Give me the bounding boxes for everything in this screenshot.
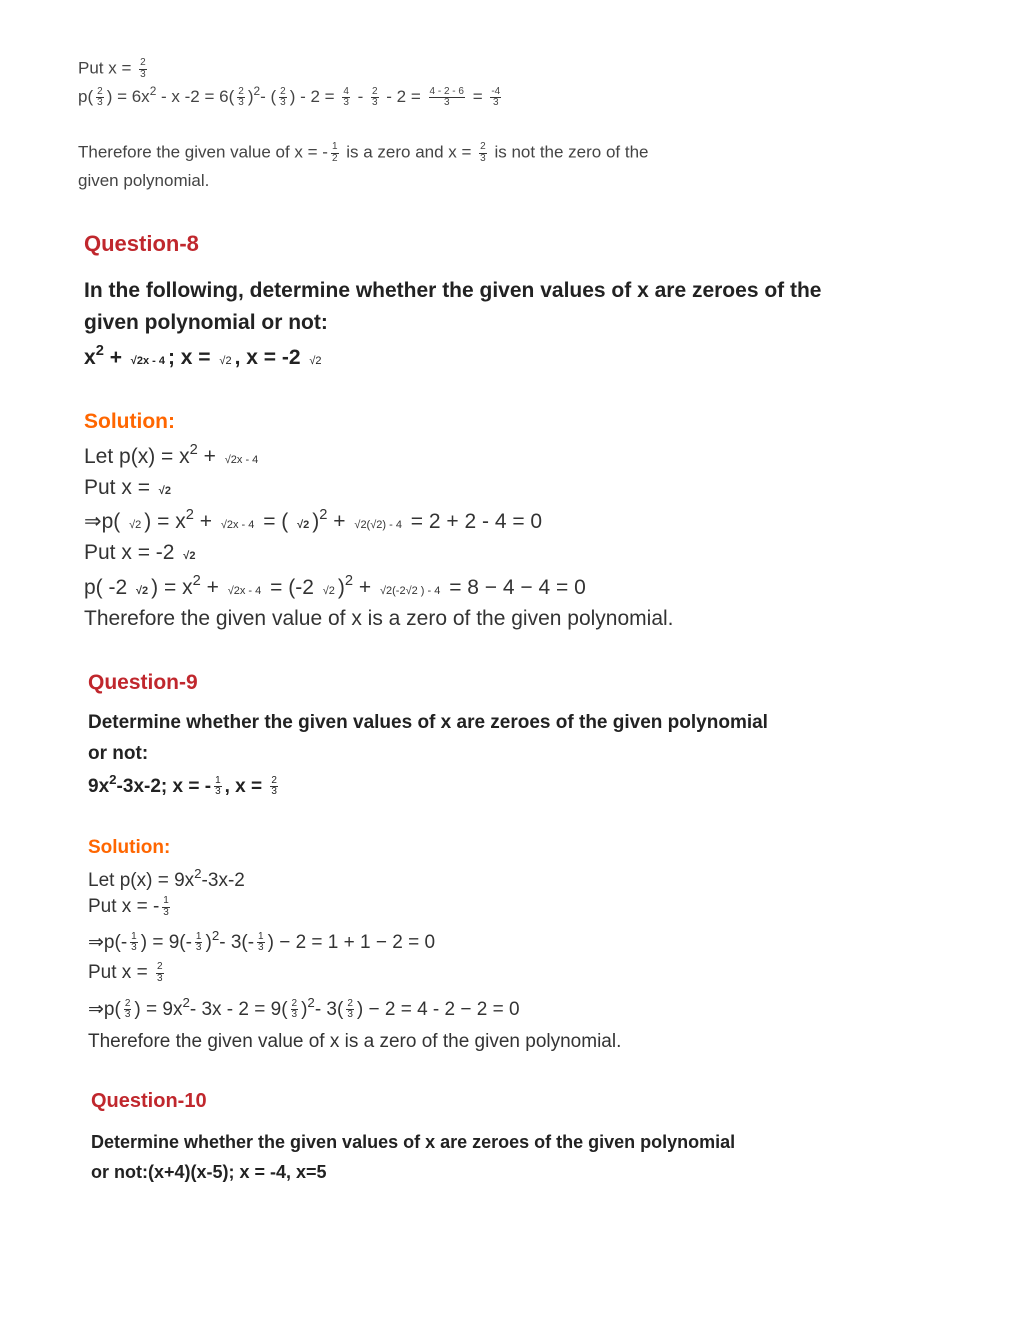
superscript: 2 [211,928,220,943]
text-run: ) = 9x [134,998,183,1020]
math-expression: √2 [309,354,322,367]
denominator: 3 [131,942,137,954]
numerator: 2 [347,997,353,1009]
denominator: 3 [291,1009,298,1021]
denominator: 3 [343,97,349,109]
text-run: = (-2 [264,575,320,599]
text-run: - 3x - 2 = 9( [189,998,288,1020]
text-run: p( [78,87,94,107]
math-expression: √2x - 4 [227,584,262,597]
solution-line [88,1032,621,1051]
text-run: + [197,444,222,468]
text-run: 9x [88,775,110,797]
numerator: 2 [238,85,244,97]
question-heading [91,1091,207,1111]
body-text [78,86,504,109]
denominator: 3 [271,786,277,798]
superscript: 2 [185,507,194,523]
solution-line [88,962,167,984]
text-run: = 2 + 2 - 4 = 0 [404,509,543,533]
denominator: 3 [280,97,286,109]
math-expression: √2 [183,550,196,562]
text-run: is not the zero of the [489,142,649,162]
text-run: ) [337,575,345,599]
text-run: - ( [260,87,277,107]
denominator: 3 [195,942,202,954]
denominator: 3 [258,942,264,954]
superscript: 2 [149,84,157,98]
superscript: 2 [194,866,202,881]
question-heading [88,672,198,693]
math-expression: √2 [136,584,149,597]
question-text [91,1133,735,1151]
text-run: ) = x [144,509,186,533]
math-expression: √2 [219,354,232,367]
denominator: 3 [480,152,486,164]
solution-line [88,896,173,918]
solution-line [88,996,520,1021]
text-run: ) [247,87,254,107]
text-run: ) − 2 = 4 - 2 − 2 = 0 [356,998,520,1020]
text-run: ) [205,931,212,953]
numerator: 2 [291,997,298,1009]
numerator: 2 [97,85,103,97]
text-run: or not:(x+4)(x-5); x = -4, x=5 [91,1162,327,1182]
text-run: ⇒p( [84,509,127,533]
text-run: = [467,87,488,107]
text-run: ) = 9(- [140,931,192,953]
numerator: 1 [215,774,221,786]
text-run: or not: [88,743,149,764]
denominator: 3 [156,972,163,984]
fraction [156,962,164,984]
numerator: 4 - 2 - 6 [429,85,464,97]
question-text [84,344,325,368]
text-run: -3x-2; x = - [116,775,212,797]
denominator: 3 [372,97,378,109]
math-expression: √2(-2√2 ) - 4 [379,584,441,597]
denominator: 3 [215,786,221,798]
question-text [84,312,328,333]
text-run: Put x = - [88,896,160,918]
fraction [237,87,245,109]
math-expression: √2 [297,518,310,531]
fraction [130,932,138,954]
text-run: ) [312,509,320,533]
question-text [84,280,821,301]
numerator: 1 [131,930,137,942]
superscript: 2 [307,995,315,1010]
solution-line [84,608,674,629]
question-text [88,773,281,798]
fraction [371,87,379,109]
superscript: 2 [319,507,328,523]
solution-line [84,477,174,498]
fraction [96,87,104,109]
text-run: p( -2 [84,575,134,599]
question-text [88,713,768,732]
numerator: 1 [331,141,338,152]
question-text [91,1163,327,1181]
superscript: 2 [95,343,104,359]
numerator: -4 [491,85,501,97]
text-run: , x = -2 [234,345,307,369]
text-run: given polynomial. [78,171,210,190]
text-run: - 3( [314,998,344,1020]
fraction [139,58,147,80]
text-run: Put x = -2 [84,541,181,564]
text-run: ) − 2 = 1 + 1 − 2 = 0 [267,931,436,953]
math-expression: √2 [129,518,142,531]
denominator: 3 [140,68,146,80]
solution-line [84,443,261,467]
numerator: 2 [156,961,163,972]
fraction [479,142,487,164]
numerator: 2 [271,774,277,786]
numerator: 1 [195,930,202,942]
fraction [490,87,501,109]
denominator: 3 [347,1009,353,1021]
math-expression: √2x - 4 [220,518,255,531]
text-run: ) [301,998,308,1020]
math-expression: √2 [158,485,171,497]
text-run: Put x = [84,476,156,499]
fraction [291,999,299,1021]
text-run: + [353,575,377,599]
denominator: 3 [238,97,244,109]
text-run: Therefore the given value of x = - [78,142,328,162]
text-run: Solution: [88,837,171,858]
question-text [88,744,148,763]
superscript: 2 [253,84,261,98]
solution-line [88,929,435,954]
text-run: x [84,345,96,369]
denominator: 2 [331,152,338,164]
text-run: + [103,345,128,369]
text-run: given polynomial or not: [84,311,328,334]
question-heading [84,233,199,255]
text-run: Therefore the given value of x is a zero of the given polynomial. [84,607,674,630]
superscript: 2 [109,772,117,787]
numerator: 2 [280,85,286,97]
superscript: 2 [182,995,190,1010]
text-run: + [327,509,352,533]
solution-heading [88,838,170,857]
text-run: Question-9 [88,671,198,694]
text-run: Let p(x) = x [84,444,190,468]
fraction [270,776,278,798]
fraction [331,142,339,164]
text-run: In the following, determine whether the given values of x are zeroes of the [84,279,822,302]
math-expression: √2(√2) - 4 [354,518,402,531]
math-expression: √2x - 4 [130,354,165,367]
body-text [78,172,209,189]
text-run: + [193,509,218,533]
text-run: Let p(x) = 9x [88,869,195,891]
fraction [342,87,350,109]
fraction [214,776,222,798]
text-run: ⇒p( [88,998,121,1020]
text-run: = ( [257,509,295,533]
denominator: 3 [97,97,103,109]
text-run: ⇒p(- [88,931,128,953]
numerator: 2 [140,57,146,68]
fraction [195,932,203,954]
text-run: = 8 − 4 − 4 = 0 [443,575,586,599]
numerator: 2 [480,141,486,152]
text-run: + [200,575,225,599]
text-run: -3x-2 [201,869,245,891]
text-run: Put x = [78,58,137,78]
superscript: 2 [192,573,201,589]
numerator: 1 [258,930,264,942]
fraction [279,87,287,109]
solution-heading [84,411,175,432]
body-text [78,58,150,80]
fraction [162,896,170,918]
text-run: Therefore the given value of x is a zero of the given polynomial. [88,1031,622,1052]
text-run: - 3(- [219,931,255,953]
fraction [429,87,465,109]
denominator: 3 [163,906,169,918]
text-run: - 2 = [381,87,426,107]
text-run: Question-8 [84,231,199,256]
denominator: 3 [124,1009,131,1021]
denominator: 3 [493,97,499,109]
numerator: 4 [343,85,349,97]
text-run: Determine whether the given values of x are zeroes of the given polynomial [91,1132,736,1152]
solution-line [84,542,198,563]
fraction [124,999,132,1021]
numerator: 2 [124,997,131,1009]
denominator: 3 [443,97,450,109]
superscript: 2 [344,573,354,589]
text-run: Put x = [88,962,153,984]
body-text [78,142,649,164]
math-expression: √2x - 4 [224,453,259,466]
solution-line [88,867,245,890]
fraction [346,999,354,1021]
text-run: - x -2 = 6( [156,87,235,107]
text-run: Solution: [84,410,175,433]
numerator: 2 [372,85,378,97]
superscript: 2 [189,442,198,458]
text-run: ; x = [167,345,217,369]
text-run: ) = 6x [106,87,150,107]
math-expression: √2 [322,584,335,597]
solution-line [84,508,542,532]
text-run: , x = [224,775,268,797]
text-run: is a zero and x = [341,142,477,162]
text-run: Question-10 [91,1090,207,1112]
text-run: ) - 2 = [289,87,340,107]
text-run: ) = x [151,575,193,599]
numerator: 1 [163,895,169,906]
solution-line [84,574,586,598]
text-run: Determine whether the given values of x are zeroes of the given polynomial [88,712,768,733]
text-run: - [352,87,368,107]
fraction [257,932,265,954]
